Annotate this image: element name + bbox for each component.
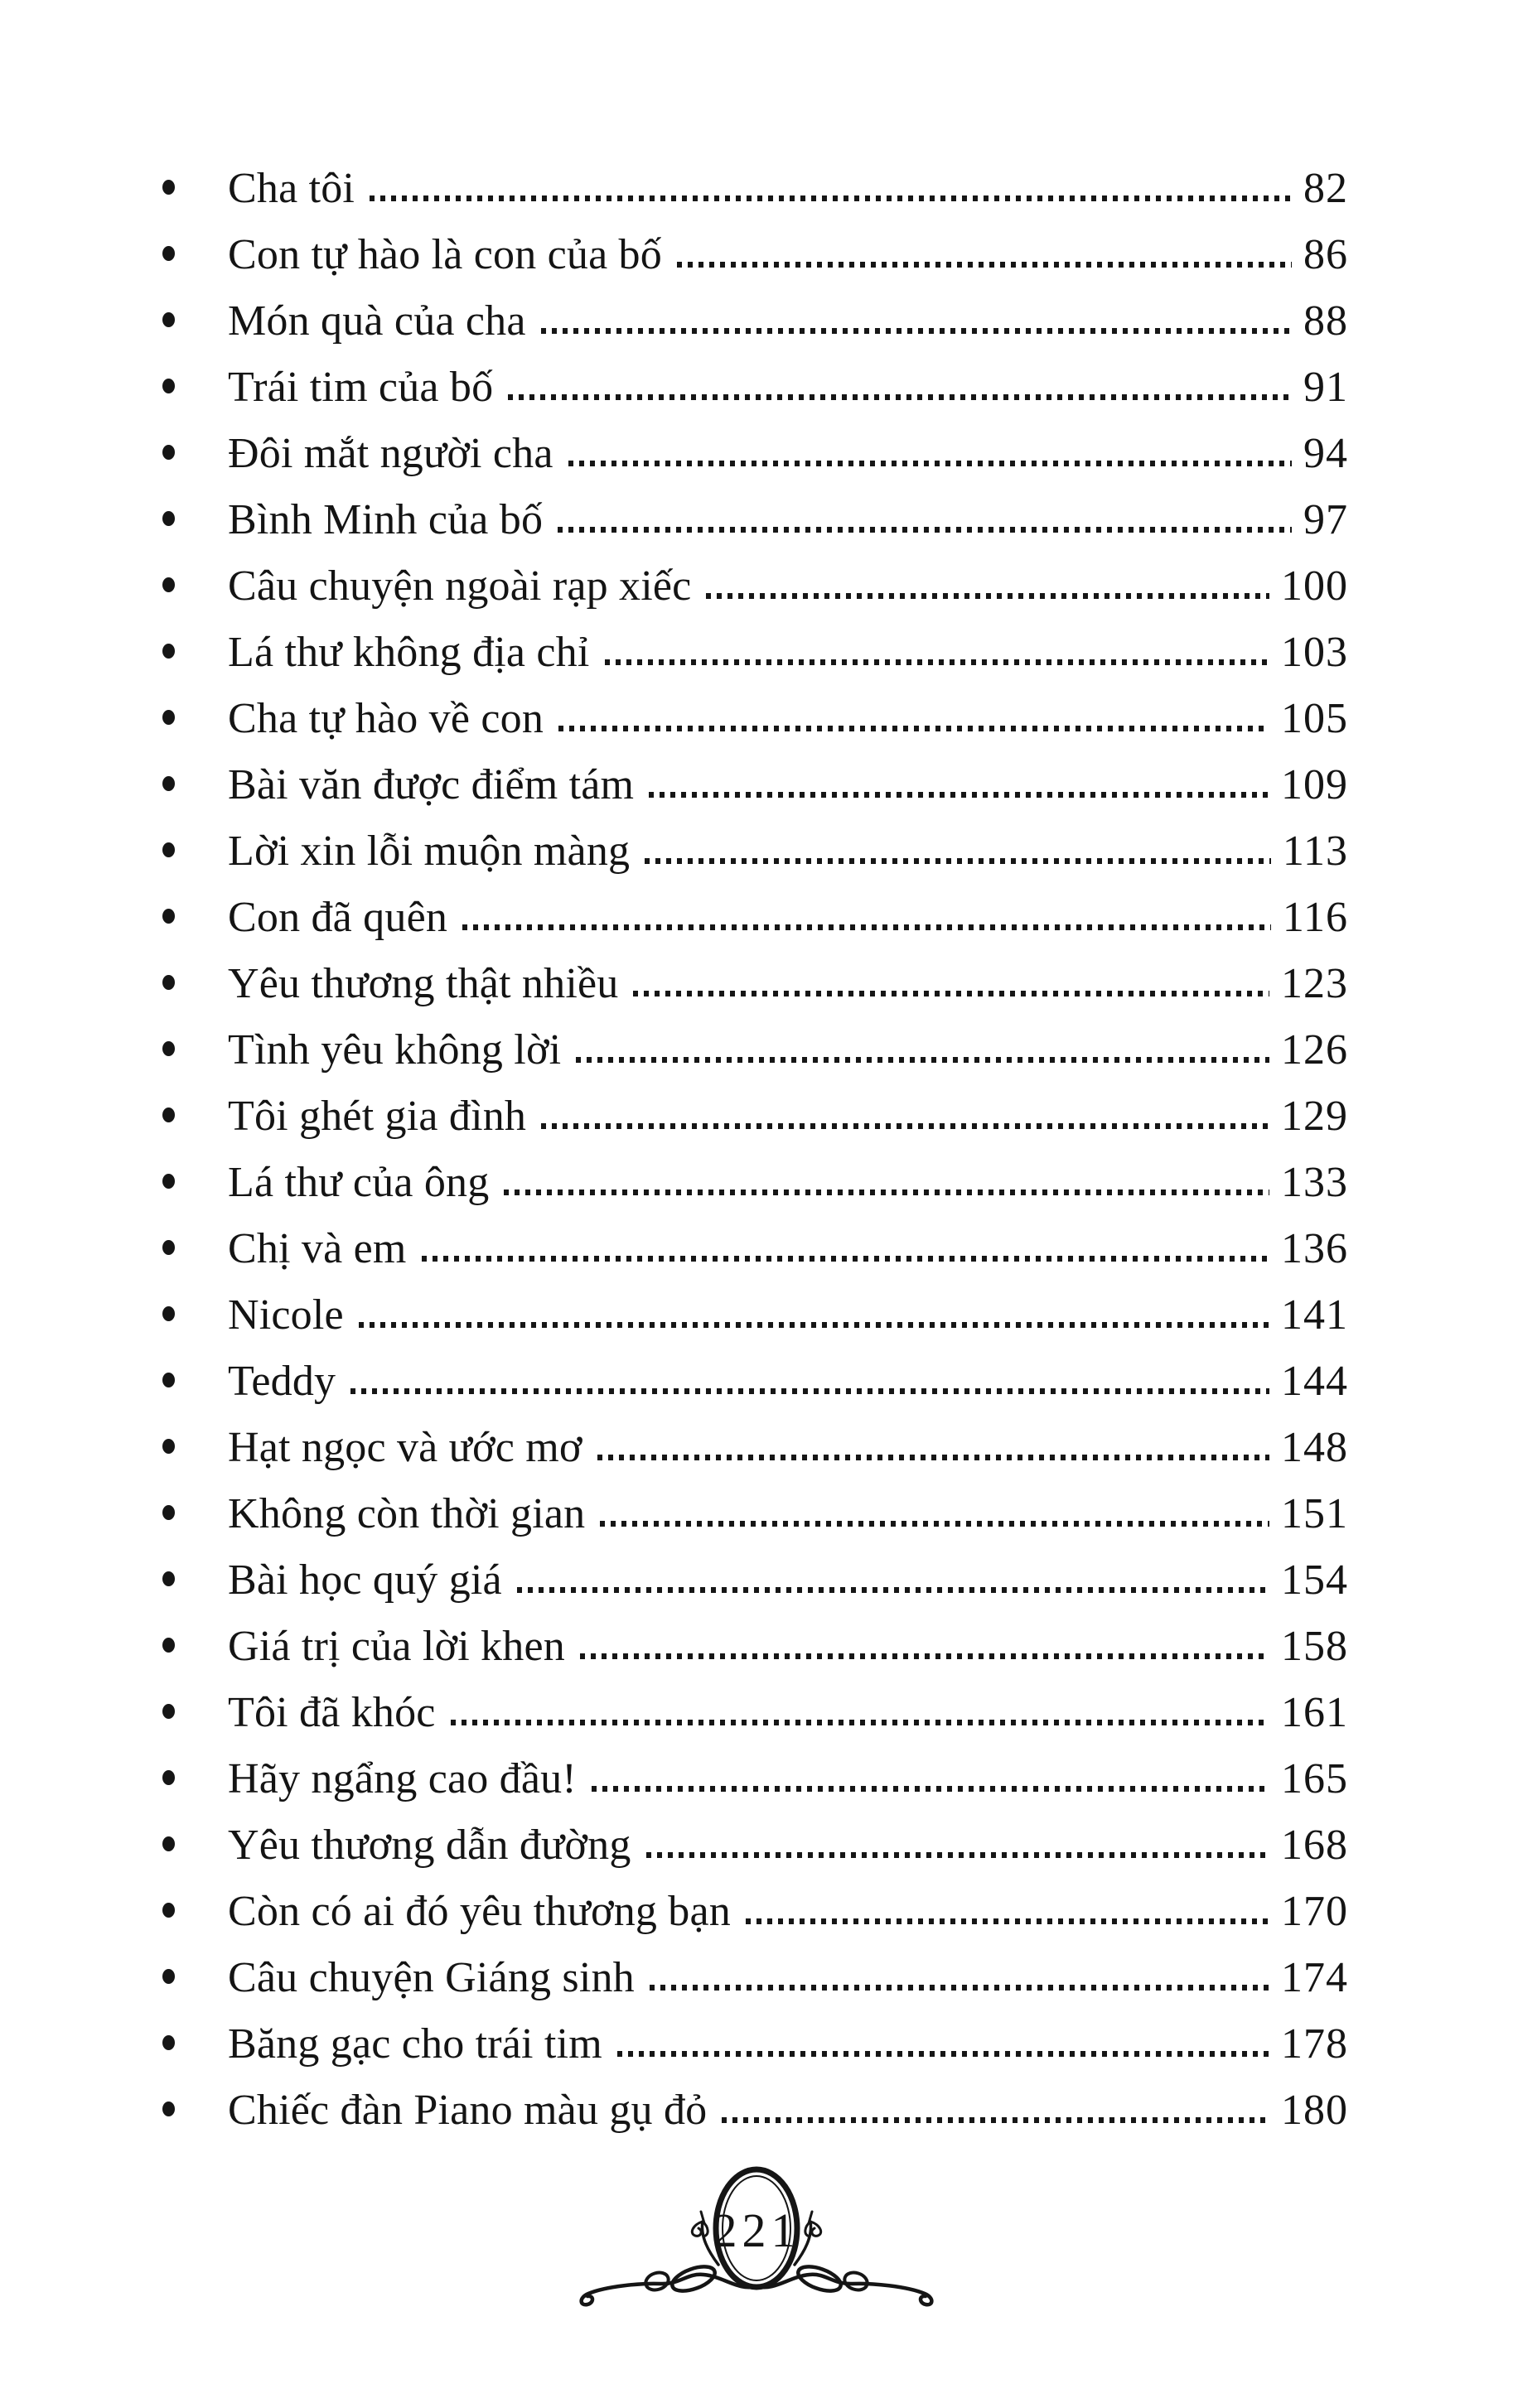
toc-entry-title: Cha tôi xyxy=(228,165,355,212)
toc-entry-page: 103 xyxy=(1281,629,1348,676)
dotted-leader xyxy=(422,1256,1269,1262)
dotted-leader xyxy=(576,1057,1269,1063)
toc-row xyxy=(162,752,1348,818)
dotted-leader xyxy=(462,924,1271,930)
bullet-icon xyxy=(162,1240,175,1255)
bullet-icon xyxy=(162,180,175,195)
toc-entry-title: Câu chuyện Giáng sinh xyxy=(228,1954,635,2001)
toc-row xyxy=(162,487,1348,553)
dotted-leader xyxy=(558,527,1292,533)
toc-entry-page: 109 xyxy=(1281,761,1348,808)
toc-row xyxy=(162,1415,1348,1481)
toc-row xyxy=(162,355,1348,421)
toc-entry-title: Giá trị của lời khen xyxy=(228,1623,565,1670)
table-of-contents xyxy=(162,156,1348,2144)
bullet-icon xyxy=(162,445,175,460)
toc-entry-title: Món quà của cha xyxy=(228,297,526,345)
toc-entry-title: Tôi ghét gia đình xyxy=(228,1093,527,1140)
bullet-icon xyxy=(162,842,175,857)
toc-entry-page: 165 xyxy=(1281,1755,1348,1802)
toc-row xyxy=(162,156,1348,222)
toc-row xyxy=(162,1216,1348,1282)
dotted-leader xyxy=(617,2051,1269,2057)
bullet-icon xyxy=(162,710,175,725)
toc-entry-page: 144 xyxy=(1281,1358,1348,1405)
toc-entry-page: 100 xyxy=(1281,562,1348,610)
toc-entry-page: 154 xyxy=(1281,1556,1348,1604)
toc-entry-title: Bài học quý giá xyxy=(228,1556,502,1604)
toc-row xyxy=(162,1614,1348,1680)
toc-entry-title: Băng gạc cho trái tim xyxy=(228,2020,602,2068)
toc-entry-title: Lá thư không địa chỉ xyxy=(228,629,590,676)
toc-entry-title: Bài văn được điểm tám xyxy=(228,761,635,808)
toc-entry-title: Chiếc đàn Piano màu gụ đỏ xyxy=(228,2087,708,2134)
bullet-icon xyxy=(162,975,175,990)
toc-row xyxy=(162,1945,1348,2011)
toc-entry-title: Hãy ngẩng cao đầu! xyxy=(228,1755,577,1802)
dotted-leader xyxy=(633,991,1269,996)
dotted-leader xyxy=(646,1852,1269,1858)
toc-row xyxy=(162,620,1348,686)
toc-entry-page: 105 xyxy=(1281,695,1348,742)
dotted-leader xyxy=(600,1521,1269,1527)
bullet-icon xyxy=(162,1770,175,1785)
toc-entry-page: 91 xyxy=(1303,364,1348,411)
toc-entry-page: 158 xyxy=(1281,1623,1348,1670)
toc-entry-page: 133 xyxy=(1281,1159,1348,1206)
dotted-leader xyxy=(541,1123,1269,1129)
toc-row xyxy=(162,553,1348,620)
dotted-leader xyxy=(558,726,1269,731)
bullet-icon xyxy=(162,1571,175,1586)
toc-entry-title: Bình Minh của bố xyxy=(228,496,544,543)
toc-row xyxy=(162,1680,1348,1746)
dotted-leader xyxy=(541,328,1292,334)
dotted-leader xyxy=(649,792,1269,798)
toc-row xyxy=(162,288,1348,355)
dotted-leader xyxy=(580,1653,1269,1659)
toc-row xyxy=(162,1150,1348,1216)
dotted-leader xyxy=(706,593,1269,599)
toc-row xyxy=(162,1481,1348,1547)
toc-entry-page: 82 xyxy=(1303,165,1348,212)
toc-entry-page: 126 xyxy=(1281,1026,1348,1074)
toc-entry-page: 123 xyxy=(1281,960,1348,1007)
toc-entry-title: Còn có ai đó yêu thương bạn xyxy=(228,1888,731,1935)
toc-entry-title: Lá thư của ông xyxy=(228,1159,490,1206)
toc-row xyxy=(162,1547,1348,1614)
bullet-icon xyxy=(162,312,175,327)
toc-entry-title: Con tự hào là con của bố xyxy=(228,231,662,278)
toc-entry-title: Teddy xyxy=(228,1358,336,1405)
bullet-icon xyxy=(162,1704,175,1719)
bullet-icon xyxy=(162,909,175,924)
toc-entry-page: 174 xyxy=(1281,1954,1348,2001)
toc-row xyxy=(162,1879,1348,1945)
dotted-leader xyxy=(645,858,1271,864)
toc-row xyxy=(162,885,1348,951)
toc-entry-title: Không còn thời gian xyxy=(228,1490,586,1537)
dotted-leader xyxy=(722,2117,1269,2123)
dotted-leader xyxy=(350,1388,1269,1394)
toc-entry-page: 170 xyxy=(1281,1888,1348,1935)
toc-row xyxy=(162,1282,1348,1349)
folio-page-number: 221 xyxy=(713,2203,800,2257)
toc-entry-title: Yêu thương thật nhiều xyxy=(228,960,619,1007)
bullet-icon xyxy=(162,2035,175,2050)
toc-row xyxy=(162,1349,1348,1415)
bullet-icon xyxy=(162,1505,175,1520)
toc-entry-page: 178 xyxy=(1281,2020,1348,2068)
toc-row xyxy=(162,1812,1348,1879)
toc-row xyxy=(162,2077,1348,2144)
toc-entry-page: 168 xyxy=(1281,1822,1348,1869)
dotted-leader xyxy=(650,1985,1269,1991)
flourish-ornament xyxy=(566,2144,947,2318)
toc-entry-title: Hạt ngọc và ước mơ xyxy=(228,1424,582,1471)
toc-entry-page: 86 xyxy=(1303,231,1348,278)
toc-row xyxy=(162,818,1348,885)
toc-entry-title: Tôi đã khóc xyxy=(228,1689,436,1736)
toc-row xyxy=(162,1083,1348,1150)
bullet-icon xyxy=(162,577,175,592)
bullet-icon xyxy=(162,1969,175,1984)
dotted-leader xyxy=(359,1322,1269,1328)
dotted-leader xyxy=(568,461,1292,466)
toc-entry-title: Trái tim của bố xyxy=(228,364,494,411)
toc-entry-title: Tình yêu không lời xyxy=(228,1026,562,1074)
bullet-icon xyxy=(162,1903,175,1918)
bullet-icon xyxy=(162,1373,175,1387)
toc-entry-title: Cha tự hào về con xyxy=(228,695,544,742)
dotted-leader xyxy=(677,262,1292,268)
bullet-icon xyxy=(162,1041,175,1056)
bullet-icon xyxy=(162,644,175,659)
bullet-icon xyxy=(162,379,175,393)
dotted-leader xyxy=(746,1918,1269,1924)
toc-entry-page: 180 xyxy=(1281,2087,1348,2134)
toc-entry-page: 88 xyxy=(1303,297,1348,345)
dotted-leader xyxy=(597,1455,1269,1460)
toc-row xyxy=(162,1017,1348,1083)
bullet-icon xyxy=(162,1836,175,1851)
bullet-icon xyxy=(162,1439,175,1454)
toc-entry-title: Lời xin lỗi muộn màng xyxy=(228,828,631,875)
bullet-icon xyxy=(162,1174,175,1189)
toc-entry-page: 94 xyxy=(1303,430,1348,477)
dotted-leader xyxy=(370,195,1292,201)
bullet-icon xyxy=(162,776,175,791)
toc-entry-title: Chị và em xyxy=(228,1225,407,1272)
toc-row xyxy=(162,686,1348,752)
toc-entry-title: Con đã quên xyxy=(228,894,448,941)
footer-ornament xyxy=(566,2144,947,2318)
toc-entry-title: Đôi mắt người cha xyxy=(228,430,553,477)
bullet-icon xyxy=(162,1306,175,1321)
toc-entry-page: 129 xyxy=(1281,1093,1348,1140)
toc-row xyxy=(162,2011,1348,2077)
dotted-leader xyxy=(508,394,1292,400)
bullet-icon xyxy=(162,1638,175,1653)
toc-entry-title: Yêu thương dẫn đường xyxy=(228,1822,631,1869)
bullet-icon xyxy=(162,246,175,261)
dotted-leader xyxy=(592,1786,1269,1792)
toc-entry-title: Câu chuyện ngoài rạp xiếc xyxy=(228,562,692,610)
toc-entry-page: 161 xyxy=(1281,1689,1348,1736)
toc-entry-page: 148 xyxy=(1281,1424,1348,1471)
dotted-leader xyxy=(517,1587,1269,1593)
toc-row xyxy=(162,951,1348,1017)
toc-entry-page: 97 xyxy=(1303,496,1348,543)
toc-entry-title: Nicole xyxy=(228,1291,344,1339)
bullet-icon xyxy=(162,1107,175,1122)
dotted-leader xyxy=(504,1190,1269,1195)
bullet-icon xyxy=(162,511,175,526)
toc-row xyxy=(162,222,1348,288)
dotted-leader xyxy=(605,659,1269,665)
toc-row xyxy=(162,1746,1348,1812)
bullet-icon xyxy=(162,2102,175,2116)
toc-row xyxy=(162,421,1348,487)
toc-entry-page: 151 xyxy=(1281,1490,1348,1537)
toc-entry-page: 116 xyxy=(1282,894,1348,941)
toc-entry-page: 141 xyxy=(1281,1291,1348,1339)
dotted-leader xyxy=(451,1720,1269,1725)
toc-entry-page: 136 xyxy=(1281,1225,1348,1272)
toc-entry-page: 113 xyxy=(1282,828,1348,875)
